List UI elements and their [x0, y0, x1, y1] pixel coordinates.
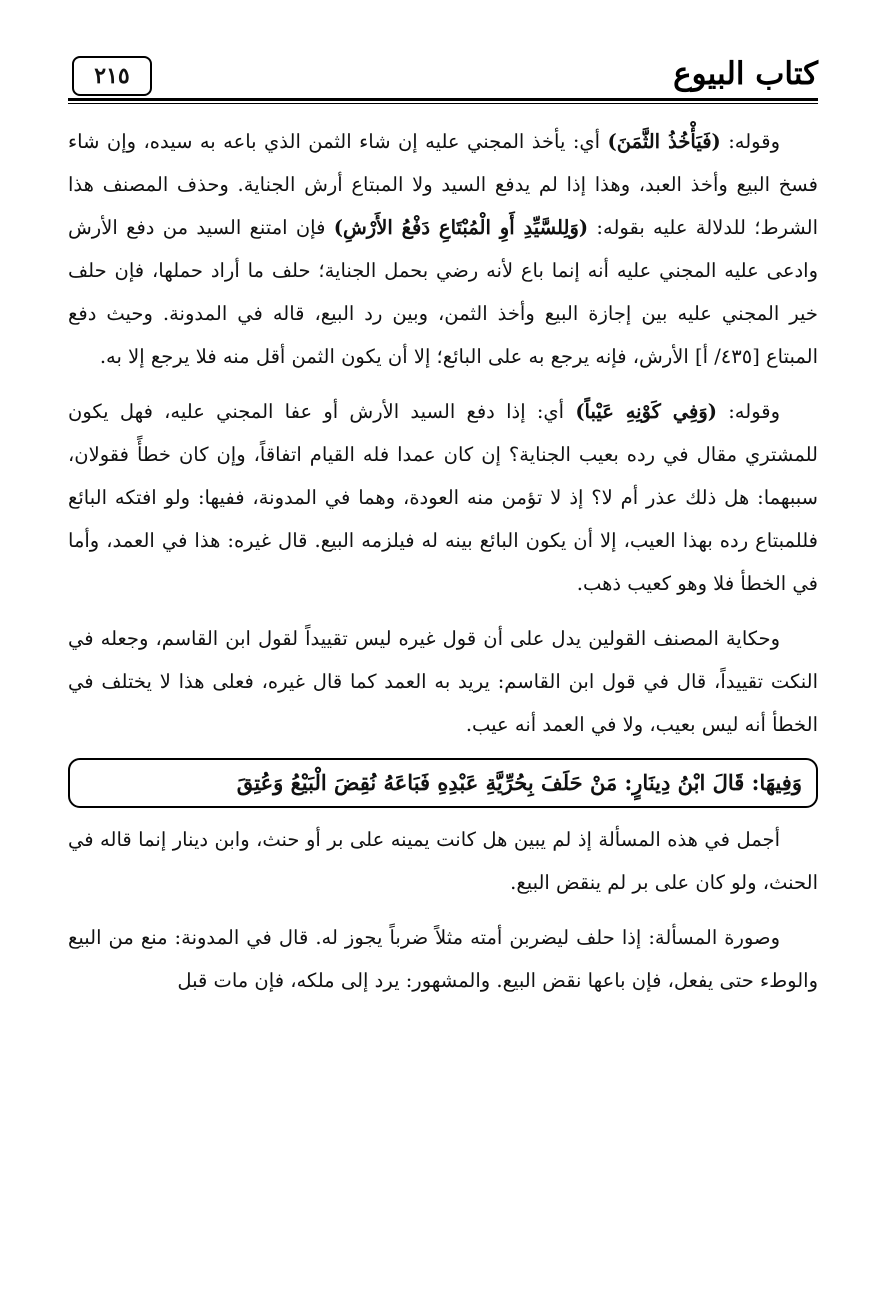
- paragraph-3: وحكاية المصنف القولين يدل على أن قول غيره ليس تقييداً لقول ابن القاسم، وجعله في النكت تقييداً، قال في قول ابن القاسم: يريد به العمد كما قال غيره، فعلى هذا لا يختلف في الخطأ أنه ليس بعيب، ولا في العمد أنه عيب.: [68, 627, 818, 736]
- book-page: [68, 52, 818, 1014]
- header-rule-thin: [68, 103, 818, 104]
- paragraph-4: أجمل في هذه المسألة إذ لم يبين هل كانت يمينه على بر أو حنث، وابن دينار إنما قاله في الحنث، ولو كان على بر لم ينقض البيع.: [68, 828, 818, 894]
- paragraph-1: وقوله: (فَيَأْخُذُ الثَّمَنَ) أي: يأخذ المجني عليه إن شاء الثمن الذي باعه به سيده، وإن شاء فسخ البيع وأخذ العبد، وهذا إذا لم يدفع السيد ولا المبتاع أرش الجناية. وحذف المصنف هذا الشرط؛ للدلالة عليه بقوله: (وَلِلسَّيِّدِ أَوِ الْمُبْتَاعِ دَفْعُ الأَرْشِ) فإن امتنع السيد من دفع الأرش وادعى عليه المجني عليه أنه إنما باع لأنه رضي بحمل الجناية؛ حلف ما أراد حملها، فإن حلف خير المجني عليه بين إجازة البيع وأخذ الثمن، وبين رد البيع، قاله في المدونة. وحيث دفع المبتاع [٤٣٥/ أ] الأرش، فإنه يرجع به على البائع؛ إلا أن يكون الثمن أقل منه فلا يرجع إلا به.: [68, 130, 819, 368]
- matn-quote: (فَيَأْخُذُ الثَّمَنَ): [607, 130, 721, 153]
- matn-quote: (وَفِي كَوْنِهِ عَيْباً): [575, 400, 717, 423]
- page-header: [68, 52, 818, 96]
- page-body: [68, 120, 818, 1002]
- page-number: ٢١٥: [72, 56, 152, 96]
- matn-box: وَفِيهَا: قَالَ ابْنُ دِينَارٍ: مَنْ حَلَفَ بِحُرِّيَّةِ عَبْدِهِ فَبَاعَهُ نُقِضَ الْبَيْعُ وَعُتِقَ: [68, 758, 818, 808]
- header-rule: [68, 98, 818, 101]
- paragraph-5: وصورة المسألة: إذا حلف ليضربن أمته مثلاً ضرباً يجوز له. قال في المدونة: منع من البيع والوطء حتى يفعل، فإن باعها نقض البيع. والمشهور: يرد إلى ملكه، فإن مات قبل: [68, 926, 818, 992]
- running-title: كتاب البيوع: [673, 56, 818, 92]
- paragraph-2: وقوله: (وَفِي كَوْنِهِ عَيْباً) أي: إذا دفع السيد الأرش أو عفا المجني عليه، فهل يكون للمشتري مقال في رده بعيب الجناية؟ إن كان عمدا فله القيام اتفاقاً، وإن كان خطأً فقولان، سببهما: هل ذلك عذر أم لا؟ إذ لا تؤمن منه العودة، وهما في المدونة، ففيها: ولو افتكه البائع فللمبتاع رده بهذا العيب، إلا أن يكون البائع بينه له فيلزمه البيع. قال غيره: هذا في العمد، وأما في الخطأ فلا وهو كعيب ذهب.: [68, 400, 818, 595]
- matn-quote: (وَلِلسَّيِّدِ أَوِ الْمُبْتَاعِ دَفْعُ الأَرْشِ): [333, 216, 589, 239]
